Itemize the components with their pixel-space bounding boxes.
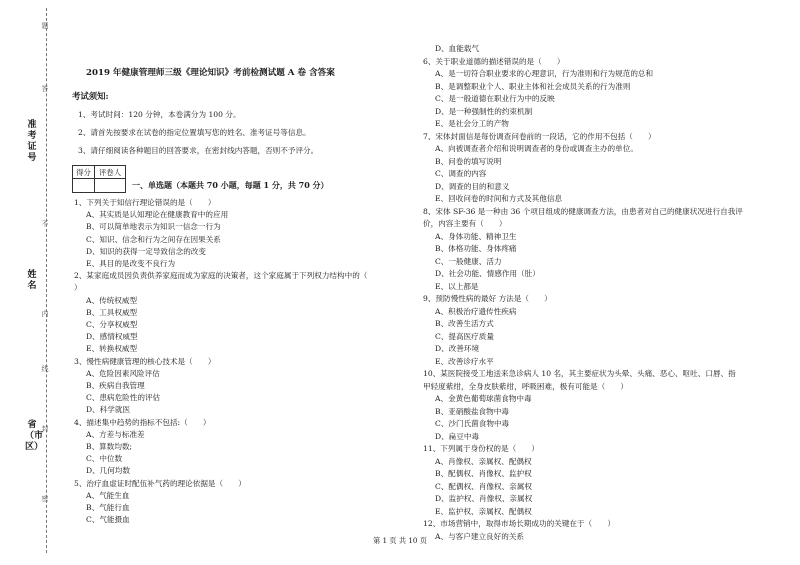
grader-label: 评卷人	[95, 166, 125, 179]
margin-tick: 内	[41, 310, 49, 317]
margin-tick: 密	[41, 495, 49, 502]
answer-option: D、监护权、肖像权、亲属权	[435, 494, 533, 503]
answer-option: D、知识的获得一定导致信念的改变	[86, 246, 206, 256]
margin-label-name: 姓名	[27, 270, 37, 291]
margin-label-province: 省（市区）	[25, 420, 44, 452]
answer-option: D、改善环境	[435, 344, 480, 353]
answer-option: B、算数均数;	[86, 442, 133, 451]
notice-item: 3、请仔细阅读各种题目的回答要求，在密封线内答题，否则不予评分。	[78, 146, 319, 155]
question-stem: 7、宋体封面信是每份调查问卷前的一段话，它的作用不包括（ ）	[423, 131, 656, 141]
answer-option: B、体格功能、身体疼痛	[435, 244, 517, 253]
answer-option: E、是社会分工的产物	[435, 119, 509, 128]
answer-option: E、回收问卷的时间和方式及其他信息	[435, 194, 563, 203]
binding-margin	[0, 0, 58, 565]
answer-option: C、分享权威型	[86, 320, 138, 329]
question-stem: 9、预防慢性病的最好 方法是（ ）	[423, 294, 552, 303]
score-cell[interactable]	[73, 179, 95, 192]
answer-option: B、疾病自我管理	[86, 381, 145, 390]
answer-option: E、监护权、亲属权、配偶权	[435, 506, 532, 516]
margin-tick: 封	[41, 425, 49, 432]
answer-option: B、改善生活方式	[435, 319, 494, 328]
answer-option: E、改善诊疗水平	[435, 356, 494, 366]
question-stem-continued: 价，内容主要有（ ）	[423, 219, 507, 228]
answer-option: B、配偶权、肖像权、监护权	[435, 469, 532, 478]
section-heading: 一、单选题（本题共 70 小题，每题 1 分，共 70 分）	[132, 180, 329, 190]
answer-option: C、配偶权、肖像权、亲属权	[435, 481, 532, 491]
question-stem: 12、市场营销中，取得市场长期成功的关键在于（ ）	[423, 519, 615, 528]
answer-option: E、以上都是	[435, 281, 479, 291]
answer-option: A、方差与标准差	[86, 429, 145, 439]
answer-option: C、提高医疗质量	[435, 331, 494, 341]
answer-option: B、问卷的填写说明	[435, 156, 502, 166]
answer-option: D、血能载气	[435, 44, 480, 53]
answer-option: D、是一种强制性的约束机制	[435, 106, 533, 116]
answer-option: E、转换权威型	[86, 344, 138, 354]
answer-option: C、气能摄血	[86, 515, 130, 525]
question-stem: 2、某家庭成员因负责供养家庭而成为家庭的决策者，这个家庭属于下列权力结构中的（	[74, 271, 368, 281]
margin-label-exam-number: 准考证号	[27, 120, 37, 163]
notice-item: 2、请首先按要求在试卷的指定位置填写您的姓名、准考证号等信息。	[78, 128, 311, 137]
answer-option: D、科学就医	[86, 405, 131, 415]
answer-option: A、向被调查者介绍和说明调查者的身份或调查主办的单位。	[435, 144, 638, 153]
answer-option: A、肖像权、亲属权、配偶权	[435, 456, 532, 466]
margin-tick: 不	[41, 220, 49, 227]
answer-option: B、可以简单地表示为知识一信念一行为	[86, 222, 221, 232]
answer-option: D、扁豆中毒	[435, 431, 480, 441]
margin-tick: 线	[41, 365, 49, 372]
answer-option: D、几何均数	[86, 466, 131, 476]
notice-heading: 考试须知:	[72, 91, 109, 101]
answer-option: A、是一切符合职业要求的心理意识，行为准则和行为规范的总和	[435, 69, 654, 78]
page-number: 第 1 页 共 10 页	[373, 536, 427, 545]
answer-option: C、知识、信念和行为之间存在因果关系	[86, 234, 221, 244]
answer-option: A、金黄色葡萄球菌食物中毒	[435, 394, 532, 403]
grader-cell[interactable]	[95, 179, 125, 192]
answer-option: C、是一般道德在职业行为中的反映	[435, 94, 555, 103]
question-stem: 1、下列关于知信行理论错误的是（ ）	[74, 198, 216, 207]
answer-option: C、患病危险性的评估	[86, 393, 161, 403]
question-stem: 5、治疗血虚证时配伍补气药的理论依据是（ ）	[74, 478, 246, 488]
score-box	[72, 165, 126, 193]
exam-title: 2019 年健康管理师三级《理论知识》考前检测试题 A 卷 含答案	[86, 68, 335, 78]
question-stem: 11、下列属于身份权的是（ ）	[423, 444, 539, 453]
margin-tick: 答	[41, 85, 49, 92]
answer-option: A、积极治疗遗传性疾病	[435, 306, 517, 316]
answer-option: A、与客户建立良好的关系	[435, 531, 525, 541]
answer-option: B、工具权威型	[86, 307, 138, 317]
answer-option: C、沙门氏菌食物中毒	[435, 419, 510, 428]
answer-option: A、身体功能、精神卫生	[435, 231, 517, 241]
margin-tick: 题	[41, 22, 49, 29]
notice-item: 1、考试时间：120 分钟，本卷满分为 100 分。	[78, 110, 241, 119]
answer-option: C、中位数	[86, 454, 123, 464]
answer-option: D、感情权威型	[86, 332, 138, 342]
question-stem-continued: 甲轻度紫绀，全身皮肤紫绀，呼吸困难，极有可能是（ ）	[423, 381, 629, 391]
question-stem: 8、宋体 SF-36 是一种由 36 个项目组成的健康调查方法，由患者对自己的健康状况进行自我评	[423, 206, 743, 216]
answer-option: A、危险因素风险评估	[86, 368, 160, 378]
question-stem: 4、描述集中趋势的指标不包括:（ ）	[74, 417, 211, 427]
answer-option: E、具目的是改变不良行为	[86, 259, 176, 268]
answer-option: B、是调整职业个人、职业主体和社会成员关系的行为准则	[435, 81, 631, 91]
answer-option: C、调查的内容	[435, 169, 487, 178]
score-label: 得分	[73, 166, 95, 179]
answer-option: C、一般健康、活力	[435, 256, 502, 266]
answer-option: A、气能生血	[86, 490, 130, 500]
answer-option: A、传统权威型	[86, 295, 138, 305]
answer-option: A、其实质是认知理论在健康教育中的应用	[86, 210, 229, 220]
answer-option: B、气能行血	[86, 503, 130, 512]
question-stem: 10、某医院接受工地送来急诊病人 10 名，其主要症状为头晕、头痛、恶心、呕吐、口唇、指	[423, 369, 736, 378]
answer-option: D、社会功能、情感作用（肚）	[435, 269, 540, 278]
answer-option: B、亚硝酸盐食物中毒	[435, 406, 509, 416]
answer-option: D、调查的目的和意义	[435, 181, 510, 191]
question-stem: 3、慢性病健康管理的核心技术是（ ）	[74, 356, 216, 366]
question-stem: 6、关于职业道德的描述错误的是（ ）	[423, 56, 565, 66]
question-stem-continued: ）	[74, 283, 82, 293]
